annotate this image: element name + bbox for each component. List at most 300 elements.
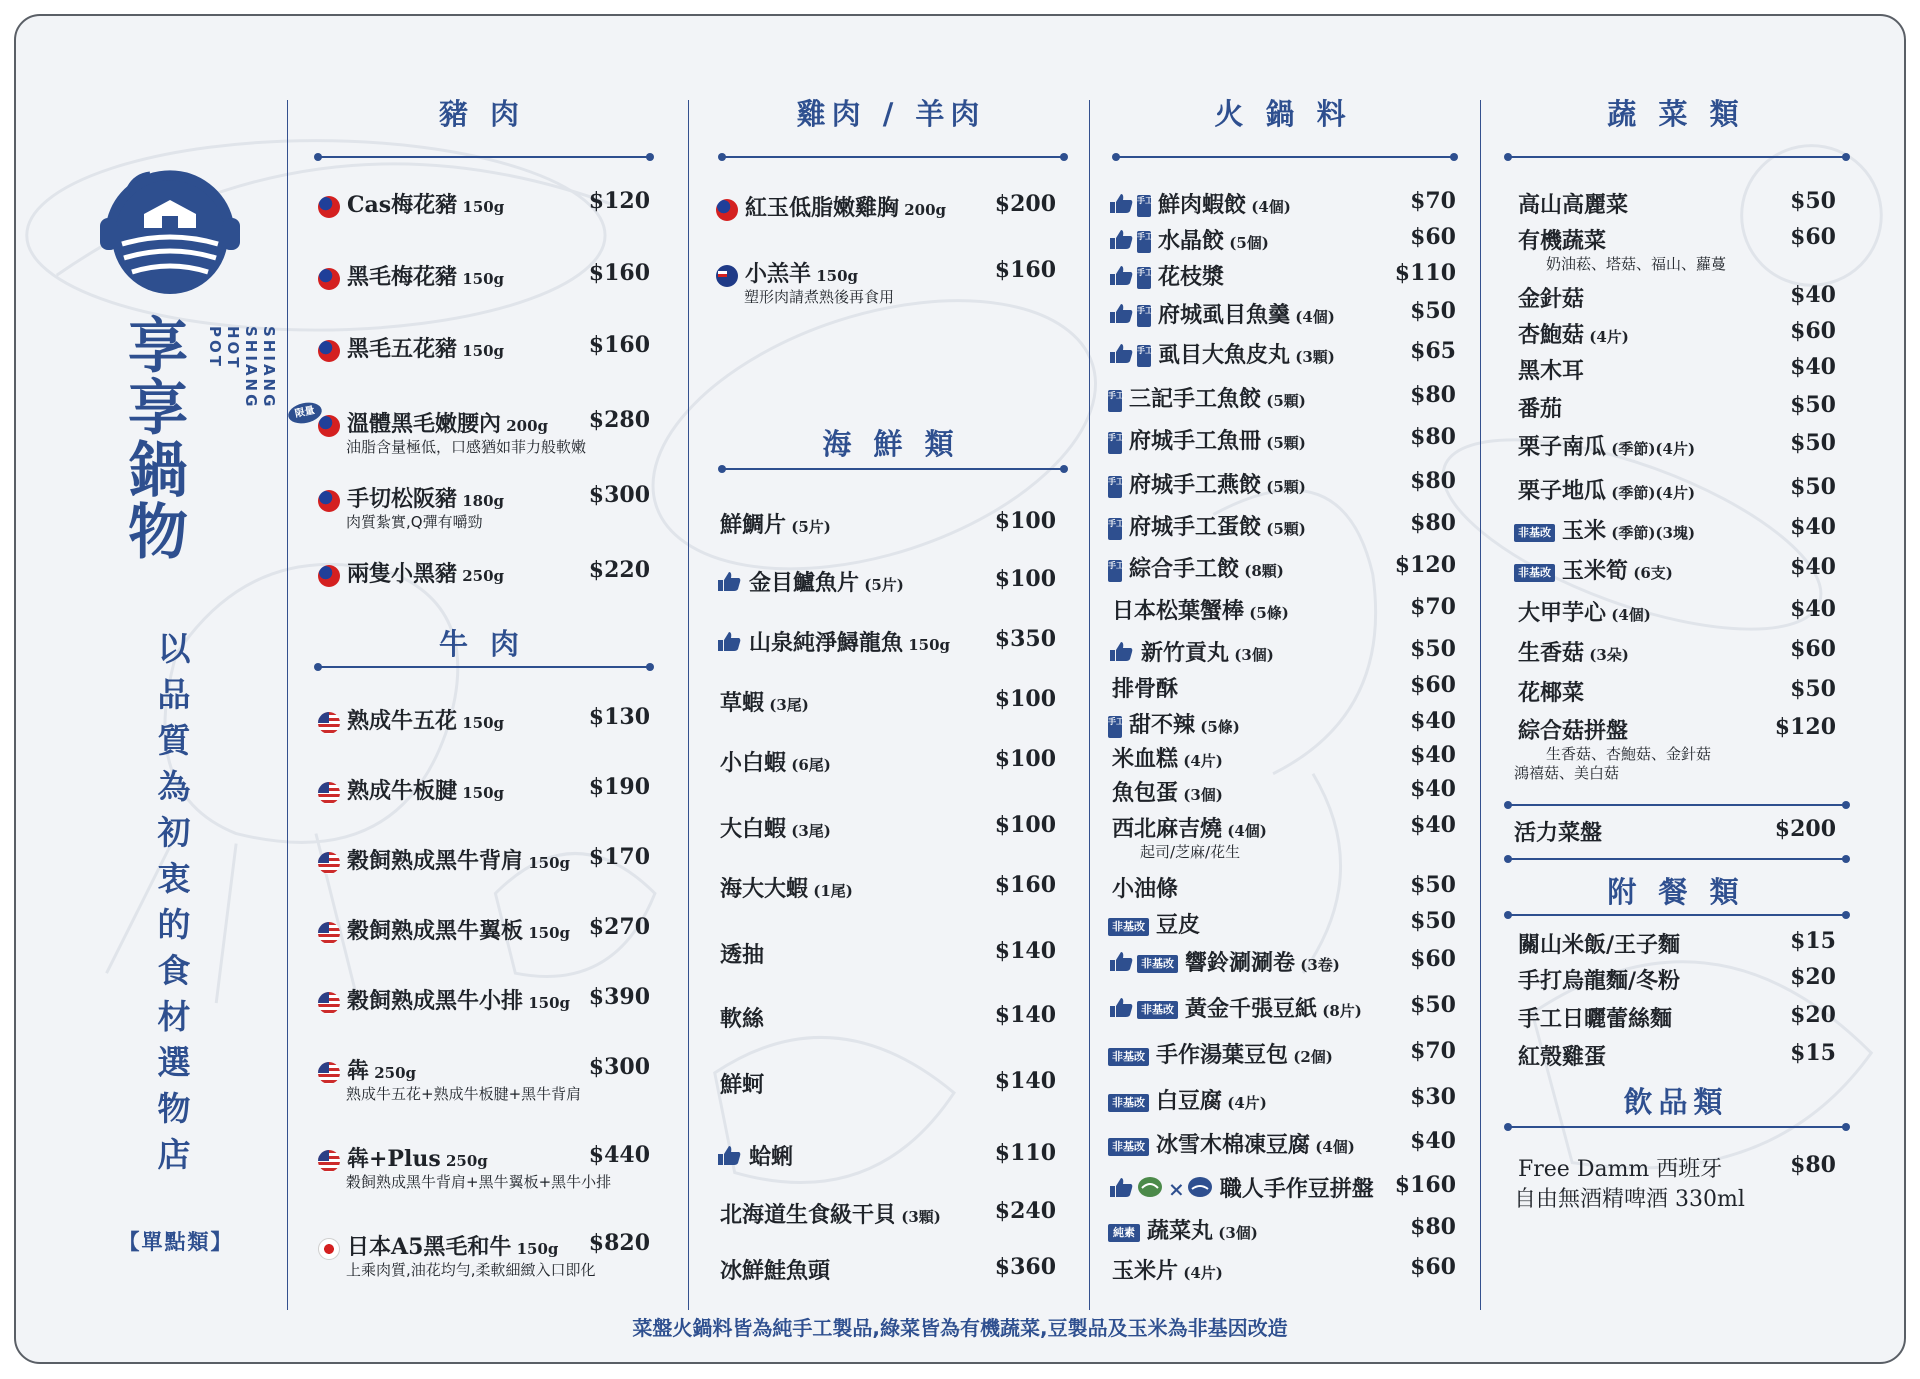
item-name-text: 冰雪木棉凍豆腐 [1156, 1132, 1311, 1158]
item-price: $190 [588, 774, 650, 800]
vegan-tag: 純素 [1108, 1224, 1140, 1242]
item-quantity: (季節)(4片) [1606, 440, 1696, 458]
item-name-text: 響鈴涮涮卷 [1185, 950, 1296, 976]
menu-item [1108, 672, 1456, 702]
thumbs-up-icon [1108, 1176, 1134, 1204]
menu-item [1108, 946, 1456, 976]
item-note: 肉質紮實,Q彈有嚼勁 [346, 513, 483, 531]
column-divider [287, 100, 288, 1310]
item-name-text: 新竹貢丸 [1141, 640, 1230, 666]
menu-item [318, 844, 650, 874]
item-price: $80 [1410, 510, 1456, 536]
item-badges [1108, 950, 1181, 978]
menu-item [716, 508, 1056, 538]
item-name [1108, 188, 1291, 220]
item-price: $40 [1410, 708, 1456, 734]
item-name [318, 844, 570, 875]
menu-item [1108, 260, 1456, 290]
non-gmo-tag: 非基改 [1108, 1048, 1149, 1066]
item-name-text: 海大大蝦 [720, 876, 809, 902]
item-price: $80 [1410, 468, 1456, 494]
item-price: $50 [1790, 392, 1836, 418]
handmade-tag: 手工 [1108, 518, 1122, 540]
menu-item [1108, 742, 1456, 772]
menu-item [1514, 514, 1836, 544]
menu-item [1514, 354, 1836, 384]
thumbs-up-icon [1108, 264, 1134, 292]
item-quantity: (4片) [1584, 328, 1629, 346]
item-name [1514, 554, 1673, 585]
menu-item [1108, 636, 1456, 666]
item-name-text: 黃金千張豆紙 [1185, 996, 1318, 1022]
menu-item [1108, 908, 1456, 938]
item-name-text: 杏鮑菇 [1518, 322, 1585, 348]
flag-au-icon [716, 265, 738, 287]
item-price: $140 [994, 1068, 1056, 1094]
item-price: $80 [1790, 1152, 1836, 1178]
item-price: $50 [1410, 908, 1456, 934]
item-price: $50 [1410, 298, 1456, 324]
item-price: $120 [1394, 552, 1456, 578]
flag-us-icon [318, 712, 340, 734]
item-badges [318, 487, 343, 513]
item-quantity: 180g [457, 492, 505, 510]
menu-item [1108, 338, 1456, 368]
item-name [1108, 224, 1269, 256]
menu-item [1108, 992, 1456, 1022]
item-price: $120 [1774, 714, 1836, 740]
item-quantity: (5顆) [1261, 392, 1306, 410]
item-price: $100 [994, 686, 1056, 712]
menu-item [1108, 776, 1456, 806]
item-price: $65 [1410, 338, 1456, 364]
item-price: $70 [1410, 594, 1456, 620]
handmade-tag: 手工 [1108, 476, 1122, 498]
item-name [716, 508, 831, 539]
menu-item [1514, 318, 1836, 348]
item-name [318, 704, 504, 735]
item-name-text: 玉米片 [1112, 1258, 1179, 1284]
menu-item [1108, 872, 1456, 902]
item-quantity: (季節)(3塊) [1606, 524, 1696, 542]
menu-item [1108, 188, 1456, 218]
item-quantity: (4片) [1178, 1264, 1223, 1282]
item-name [1108, 1172, 1374, 1204]
item-price: $130 [588, 704, 650, 730]
item-name-text: 金針菇 [1518, 286, 1585, 312]
item-name-text: 虱目大魚皮丸 [1158, 342, 1291, 368]
thumbs-up-icon [716, 630, 742, 658]
item-name [716, 626, 950, 658]
menu-item [1108, 1038, 1456, 1068]
flag-us-icon [318, 1150, 340, 1172]
item-name [716, 746, 831, 777]
menu-item [716, 812, 1056, 842]
item-name-text: 府城手工魚冊 [1129, 428, 1262, 454]
item-price: $40 [1790, 514, 1836, 540]
item-name-text: 番茄 [1518, 396, 1563, 422]
flag-us-icon [318, 922, 340, 944]
item-name-text: 大甲芋心 [1518, 600, 1607, 626]
item-price: $60 [1790, 636, 1836, 662]
item-name [1108, 776, 1223, 807]
item-price: $220 [588, 557, 650, 583]
item-price: $100 [994, 746, 1056, 772]
item-name [716, 872, 853, 903]
menu-item [1108, 510, 1456, 540]
item-name [1514, 318, 1629, 349]
item-quantity: (3顆) [1290, 348, 1335, 366]
non-gmo-tag: 非基改 [1108, 918, 1149, 936]
item-name [318, 188, 504, 219]
flag-us-icon [318, 782, 340, 804]
item-name [1108, 742, 1223, 773]
item-name-text: 手打烏龍麵/冬粉 [1518, 968, 1681, 994]
item-name-text: 綜合手工餃 [1129, 556, 1240, 582]
item-price: $300 [588, 482, 650, 508]
menu-item [1108, 1254, 1456, 1284]
item-name [716, 566, 904, 598]
menu-item [1108, 1128, 1456, 1158]
item-quantity: (5條) [1244, 604, 1289, 622]
handmade-tag: 手工 [1108, 432, 1122, 454]
menu-category-tag: 【單點類】 [118, 1230, 234, 1254]
menu-item [1514, 282, 1836, 312]
item-name-text: 鮮蚵 [720, 1072, 765, 1098]
item-price: $40 [1790, 554, 1836, 580]
item-name [1514, 514, 1695, 545]
non-gmo-tag: 非基改 [1514, 564, 1555, 582]
item-quantity: (2個) [1288, 1048, 1333, 1066]
item-name [716, 812, 831, 843]
item-price: $40 [1410, 1128, 1456, 1154]
menu-item [318, 557, 650, 587]
partner-logo-icon [1137, 1176, 1163, 1204]
item-name [1108, 1214, 1258, 1245]
item-quantity: (6支) [1628, 564, 1673, 582]
menu-item [1514, 554, 1836, 584]
item-quantity: 150g [457, 270, 505, 288]
item-name-line2: 自由無酒精啤酒 330ml [1514, 1187, 1745, 1212]
item-badges [1108, 342, 1154, 370]
flag-us-icon [318, 992, 340, 1014]
item-name [716, 1068, 764, 1099]
item-price: $40 [1410, 812, 1456, 838]
item-name [1108, 672, 1178, 703]
item-badges [318, 1059, 343, 1085]
item-price: $50 [1410, 636, 1456, 662]
non-gmo-tag: 非基改 [1514, 524, 1555, 542]
item-name [318, 482, 504, 513]
menu-item [716, 626, 1056, 656]
item-name [318, 1054, 416, 1085]
section-title-sides: 附 餐 類 [1607, 875, 1745, 909]
item-name [1514, 714, 1628, 745]
item-name-text: 栗子南瓜 [1518, 434, 1607, 460]
flag-us-icon [318, 1062, 340, 1084]
thumbs-up-icon [1108, 950, 1134, 978]
menu-item [1514, 928, 1836, 958]
flag-tw-icon [318, 268, 340, 290]
item-badges [1108, 1133, 1152, 1159]
item-price: $140 [994, 1002, 1056, 1028]
item-name-text: 府城手工蛋餃 [1129, 514, 1262, 540]
item-badges [1108, 996, 1181, 1024]
menu-item [716, 1254, 1056, 1284]
item-price: $60 [1410, 224, 1456, 250]
item-quantity: 150g [511, 1240, 559, 1258]
item-quantity: (5條) [1195, 718, 1240, 736]
item-badges [1108, 192, 1154, 220]
section-rule [318, 666, 650, 668]
item-name [1514, 188, 1628, 219]
item-note: 奶油菘、塔菇、福山、蘿蔓 [1546, 255, 1727, 273]
menu-item [1514, 474, 1836, 504]
item-quantity: 150g [523, 854, 571, 872]
handmade-tag: 手工 [1108, 716, 1122, 738]
item-price: $80 [1410, 382, 1456, 408]
item-quantity: (3個) [1213, 1224, 1258, 1242]
section-rule [318, 156, 650, 158]
thumbs-up-icon [1108, 228, 1134, 256]
item-quantity: (4個) [1290, 308, 1335, 326]
item-price: $100 [994, 508, 1056, 534]
item-badges [318, 989, 343, 1015]
item-price: $50 [1790, 188, 1836, 214]
item-badges [318, 709, 343, 735]
item-note: 鴻禧菇、美白菇 [1514, 764, 1620, 782]
item-name-text: 穀飼熟成黑牛翼板 [347, 918, 524, 944]
item-price: $40 [1410, 742, 1456, 768]
section-rule [1116, 156, 1454, 158]
item-badges [1108, 713, 1125, 739]
footer-note: 菜盤火鍋料皆為純手工製品,綠菜皆為有機蔬菜,豆製品及玉米為非基因改造 [632, 1316, 1288, 1340]
item-name-text: 穀飼熟成黑牛小排 [347, 988, 524, 1014]
handmade-tag: 手工 [1137, 231, 1151, 253]
item-name [716, 1140, 793, 1172]
item-quantity: 250g [440, 1152, 488, 1170]
handmade-tag: 手工 [1137, 345, 1151, 367]
flag-tw-icon [318, 415, 340, 437]
item-price: $60 [1790, 224, 1836, 250]
item-badges [318, 919, 343, 945]
item-name-text: 犇 [347, 1058, 370, 1084]
item-name-text: 米血糕 [1112, 746, 1179, 772]
item-note: 熟成牛五花+熟成牛板腱+黑牛背肩 [346, 1085, 582, 1103]
item-quantity: 150g [903, 636, 951, 654]
item-name [1514, 676, 1584, 707]
menu-item [1514, 714, 1836, 782]
item-badges [1108, 302, 1154, 330]
item-name-text: 綜合菇拼盤 [1518, 718, 1629, 744]
item-quantity: (3尾) [764, 696, 809, 714]
item-name [716, 938, 764, 969]
item-name-text: 蔬菜丸 [1147, 1218, 1214, 1244]
item-price: $280 [588, 407, 650, 433]
item-quantity: (3卷) [1295, 956, 1340, 974]
item-name [716, 191, 946, 222]
menu-item [293, 405, 650, 456]
item-badges [1108, 429, 1125, 455]
section-rule [1508, 914, 1846, 916]
item-name-text: 水晶餃 [1158, 228, 1225, 254]
item-name [1108, 298, 1335, 330]
item-name [293, 405, 549, 438]
item-name [1108, 260, 1224, 292]
menu-item [1108, 552, 1456, 582]
item-price: $50 [1790, 474, 1836, 500]
item-name [1514, 928, 1680, 959]
item-badges [1108, 264, 1154, 292]
item-price: $110 [994, 1140, 1056, 1166]
menu-item [318, 984, 650, 1014]
item-name-text: 熟成牛板腱 [347, 778, 458, 804]
item-name [1514, 1152, 1722, 1183]
section-rule [1508, 1126, 1846, 1128]
item-name-text: 軟絲 [720, 1006, 765, 1032]
item-name-text: 小羔羊 [745, 261, 812, 287]
flag-tw-icon [318, 565, 340, 587]
item-name-text: 金目鱸魚片 [749, 570, 860, 596]
menu-item [318, 1054, 650, 1103]
item-name-text: 黑毛梅花豬 [347, 264, 458, 290]
item-name [318, 260, 504, 291]
item-quantity: 250g [457, 567, 505, 585]
item-name [318, 557, 504, 588]
brand-name: 享享鍋物 [128, 312, 188, 568]
item-price: $15 [1790, 1040, 1836, 1066]
item-price: $40 [1790, 354, 1836, 380]
menu-item [716, 191, 1056, 221]
item-price: $300 [588, 1054, 650, 1080]
menu-item [716, 257, 1056, 306]
item-name-text: 穀飼熟成黑牛背肩 [347, 848, 524, 874]
thumbs-up-icon [1108, 640, 1134, 668]
item-badges [318, 849, 343, 875]
menu-item [1108, 1172, 1456, 1202]
item-name [318, 332, 504, 363]
column-divider [1480, 100, 1481, 1310]
menu-item [1108, 1084, 1456, 1114]
item-badges [318, 337, 343, 363]
flag-tw-icon [318, 340, 340, 362]
item-name [716, 686, 809, 717]
restaurant-logo [92, 166, 248, 296]
menu-card [14, 14, 1906, 1364]
item-quantity: (8片) [1317, 1002, 1362, 1020]
item-name-text: 關山米飯/王子麵 [1518, 932, 1681, 958]
item-quantity: (4個) [1222, 822, 1267, 840]
item-quantity: (3個) [1229, 646, 1274, 664]
menu-item [1514, 676, 1836, 706]
item-price: $60 [1410, 672, 1456, 698]
item-badges [1108, 228, 1154, 256]
item-quantity: (4片) [1178, 752, 1223, 770]
section-title-vegetables: 蔬 菜 類 [1607, 97, 1745, 131]
item-badges [1108, 515, 1125, 541]
item-name-text: 日本A5黑毛和牛 [347, 1234, 512, 1260]
item-name [1514, 354, 1584, 385]
item-name [716, 1254, 830, 1285]
section-title-beef: 牛 肉 [438, 627, 526, 661]
item-quantity: (4個) [1310, 1138, 1355, 1156]
thumbs-up-icon [1108, 342, 1134, 370]
item-name [1108, 1038, 1333, 1069]
item-quantity: (6尾) [786, 756, 831, 774]
menu-item [1108, 224, 1456, 254]
item-price: $100 [994, 566, 1056, 592]
item-price: $170 [588, 844, 650, 870]
item-note: 油脂含量極低，口感猶如菲力般軟嫩 [346, 438, 587, 456]
column-divider [1089, 100, 1090, 1310]
flag-tw-icon [716, 199, 738, 221]
item-name [1108, 510, 1306, 541]
item-quantity: 200g [899, 201, 947, 219]
item-quantity: (季節)(4片) [1606, 484, 1696, 502]
item-badges [716, 262, 741, 288]
item-quantity: 250g [369, 1064, 417, 1082]
item-name-text: 玉米筍 [1562, 558, 1629, 584]
item-name [1108, 992, 1362, 1024]
item-quantity: (5顆) [1261, 478, 1306, 496]
item-price: $160 [994, 257, 1056, 283]
item-quantity: (5個) [1224, 234, 1269, 252]
item-name-text: 排骨酥 [1112, 676, 1179, 702]
item-name-text: 鮮鯛片 [720, 512, 787, 538]
item-quantity: (3朵) [1584, 646, 1629, 664]
item-name-text: 小白蝦 [720, 750, 787, 776]
item-badges [1514, 559, 1558, 585]
menu-item [318, 260, 650, 290]
item-quantity: 150g [457, 198, 505, 216]
item-quantity: (4個) [1606, 606, 1651, 624]
thumbs-up-icon [716, 1144, 742, 1172]
thumbs-up-icon [1108, 996, 1134, 1024]
section-rule [722, 468, 1064, 470]
item-quantity: (4片) [1222, 1094, 1267, 1112]
menu-item [716, 938, 1056, 968]
item-name-text: 熟成牛五花 [347, 708, 458, 734]
item-name-text: 草蝦 [720, 690, 765, 716]
item-name-text: 手工日曬蕾絲麵 [1518, 1006, 1673, 1032]
item-note: 塑形肉請煮熟後再食用 [744, 288, 895, 306]
item-name [1514, 964, 1680, 995]
item-name-text: 蛤蜊 [749, 1144, 794, 1170]
item-quantity: (5顆) [1261, 520, 1306, 538]
item-name [1108, 812, 1267, 843]
item-name-text: 玉米 [1562, 518, 1607, 544]
item-quantity: 150g [523, 924, 571, 942]
item-badges [318, 1147, 343, 1173]
item-badges [1108, 1219, 1143, 1245]
menu-item [1108, 1214, 1456, 1244]
item-name [1108, 1084, 1267, 1115]
item-name-text: 日本松葉蟹棒 [1112, 598, 1245, 624]
item-badges [1108, 1043, 1152, 1069]
item-note: 生香菇、杏鮑菇、金針菇 [1546, 745, 1712, 763]
item-price: $60 [1410, 1254, 1456, 1280]
item-name [1514, 392, 1562, 423]
item-quantity: 200g [501, 417, 549, 435]
item-name-text: 手切松阪豬 [347, 486, 458, 512]
flag-jp-icon [318, 1238, 340, 1260]
section-rule [1508, 804, 1846, 806]
menu-item [1108, 812, 1456, 861]
section-title-chicken-lamb: 雞肉 / 羊肉 [796, 97, 986, 131]
item-quantity: 150g [457, 714, 505, 732]
item-price: $30 [1410, 1084, 1456, 1110]
item-name [318, 914, 570, 945]
